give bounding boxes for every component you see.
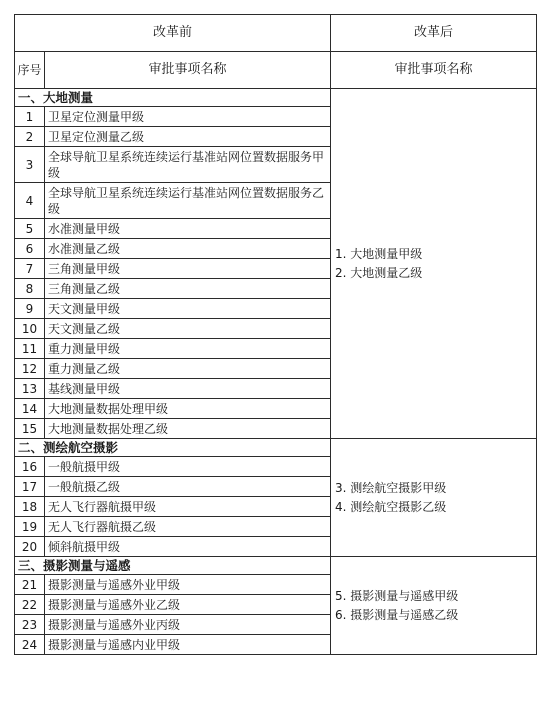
item-name: 一般航摄甲级 [45,457,331,477]
after-item: 2. 大地测量乙级 [335,265,423,280]
item-name: 全球导航卫星系统连续运行基准站网位置数据服务乙级 [45,183,331,219]
row-number: 19 [15,517,45,537]
row-number: 13 [15,379,45,399]
row-number: 24 [15,635,45,655]
row-number: 8 [15,279,45,299]
row-number: 11 [15,339,45,359]
after-item: 5. 摄影测量与遥感甲级 [335,588,459,603]
section-title: 三、摄影测量与遥感 [15,557,331,575]
name-column-header-before: 审批事项名称 [45,52,331,89]
section-row [15,439,537,457]
item-name: 无人飞行器航摄乙级 [45,517,331,537]
after-item: 1. 大地测量甲级 [335,246,423,261]
row-number: 16 [15,457,45,477]
before-header: 改革前 [15,15,331,52]
item-name: 重力测量乙级 [45,359,331,379]
item-name: 无人飞行器航摄甲级 [45,497,331,517]
section-row [15,557,537,575]
row-number: 14 [15,399,45,419]
item-name: 摄影测量与遥感外业甲级 [45,575,331,595]
row-number: 23 [15,615,45,635]
row-number: 17 [15,477,45,497]
row-number: 9 [15,299,45,319]
row-number: 2 [15,127,45,147]
row-number: 7 [15,259,45,279]
after-items-cell [331,557,537,655]
row-number: 4 [15,183,45,219]
item-name: 全球导航卫星系统连续运行基准站网位置数据服务甲级 [45,147,331,183]
after-item: 6. 摄影测量与遥感乙级 [335,607,459,622]
item-name: 大地测量数据处理甲级 [45,399,331,419]
section-title: 一、大地测量 [15,89,331,107]
row-number: 21 [15,575,45,595]
row-number: 1 [15,107,45,127]
name-column-header-after: 审批事项名称 [331,52,537,89]
row-number: 10 [15,319,45,339]
item-name: 摄影测量与遥感内业甲级 [45,635,331,655]
item-name: 三角测量甲级 [45,259,331,279]
item-name: 大地测量数据处理乙级 [45,419,331,439]
row-number: 3 [15,147,45,183]
after-item: 4. 测绘航空摄影乙级 [335,499,447,514]
row-number: 18 [15,497,45,517]
item-name: 水准测量甲级 [45,219,331,239]
item-name: 天文测量甲级 [45,299,331,319]
section-title: 二、测绘航空摄影 [15,439,331,457]
section-row [15,89,537,107]
row-number: 6 [15,239,45,259]
seq-column-header: 序号 [15,52,45,89]
row-number: 22 [15,595,45,615]
item-name: 基线测量甲级 [45,379,331,399]
approval-reform-table [14,14,537,655]
item-name: 卫星定位测量甲级 [45,107,331,127]
item-name: 天文测量乙级 [45,319,331,339]
item-name: 重力测量甲级 [45,339,331,359]
subheader-row [15,52,537,89]
after-items-cell [331,89,537,439]
item-name: 水准测量乙级 [45,239,331,259]
after-items-cell [331,439,537,557]
item-name: 摄影测量与遥感外业丙级 [45,615,331,635]
row-number: 15 [15,419,45,439]
item-name: 一般航摄乙级 [45,477,331,497]
row-number: 5 [15,219,45,239]
after-header: 改革后 [331,15,537,52]
item-name: 卫星定位测量乙级 [45,127,331,147]
item-name: 倾斜航摄甲级 [45,537,331,557]
row-number: 12 [15,359,45,379]
header-row [15,15,537,52]
item-name: 三角测量乙级 [45,279,331,299]
row-number: 20 [15,537,45,557]
item-name: 摄影测量与遥感外业乙级 [45,595,331,615]
table-body [15,15,537,655]
after-item: 3. 测绘航空摄影甲级 [335,480,447,495]
